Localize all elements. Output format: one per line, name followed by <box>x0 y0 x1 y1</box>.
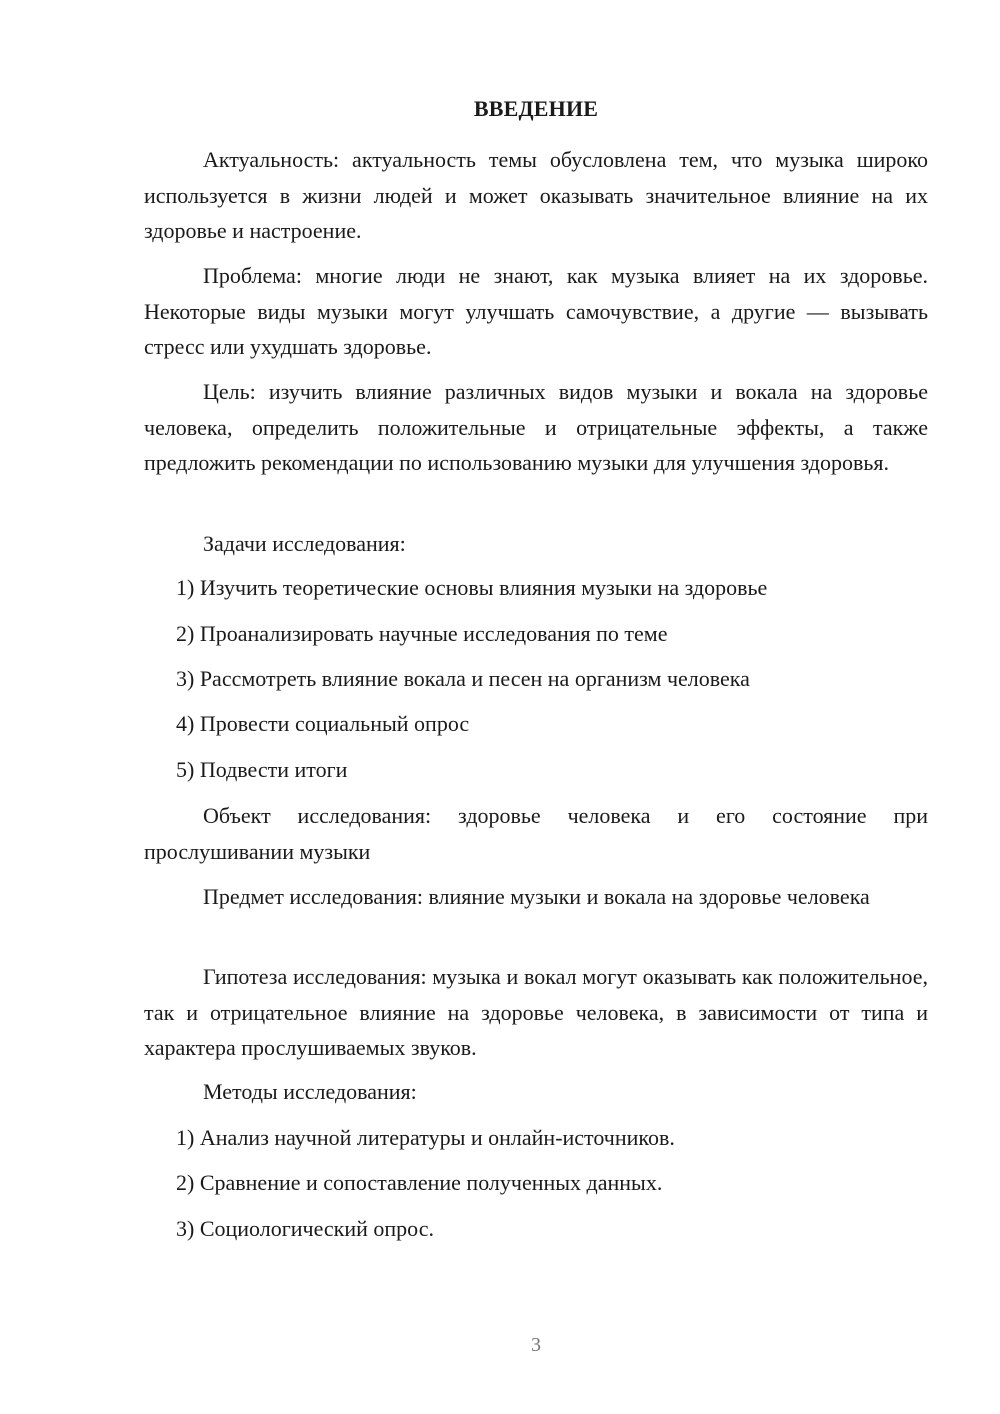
page-number: 3 <box>531 1334 541 1356</box>
document-page <box>144 0 928 1414</box>
method-item-1: 1) Анализ научной литературы и онлайн-источников. <box>176 1125 675 1150</box>
section-heading: ВВЕДЕНИЕ <box>473 96 599 121</box>
problem-paragraph: Проблема: многие люди не знают, как музыка влияет на их здоровье. Некоторые виды музыки могут улучшать самочувствие, а другие — вызывать стресс или ухудшать здоровье. <box>144 263 928 359</box>
subject-paragraph: Предмет исследования: влияние музыки и вокала на здоровье человека <box>203 884 870 909</box>
relevance-paragraph: Актуальность: актуальность темы обусловлена тем, что музыка широко используется в жизни людей и может оказывать значительное влияние на их здоровье и настроение. <box>144 147 928 243</box>
task-item-4: 4) Провести социальный опрос <box>176 711 470 736</box>
hypothesis-paragraph: Гипотеза исследования: музыка и вокал могут оказывать как положительное, так и отрицательное влияние на здоровье человека, в зависимости от типа и характера прослушиваемых звуков. <box>144 964 928 1060</box>
method-item-3: 3) Социологический опрос. <box>176 1216 434 1241</box>
goal-paragraph: Цель: изучить влияние различных видов музыки и вокала на здоровье человека, определить положительные и отрицательные эффекты, а также предложить рекомендации по использованию музыки для улучшения здоровья. <box>144 379 928 475</box>
task-item-3: 3) Рассмотреть влияние вокала и песен на организм человека <box>176 666 750 691</box>
task-item-2: 2) Проанализировать научные исследования по теме <box>176 621 668 646</box>
methods-title: Методы исследования: <box>203 1079 417 1104</box>
task-item-5: 5) Подвести итоги <box>176 757 348 782</box>
tasks-title: Задачи исследования: <box>203 531 406 556</box>
method-item-2: 2) Сравнение и сопоставление полученных данных. <box>176 1170 663 1195</box>
task-item-1: 1) Изучить теоретические основы влияния музыки на здоровье <box>176 575 768 600</box>
object-paragraph: Объект исследования: здоровье человека и его состояние при прослушивании музыки <box>144 803 928 864</box>
